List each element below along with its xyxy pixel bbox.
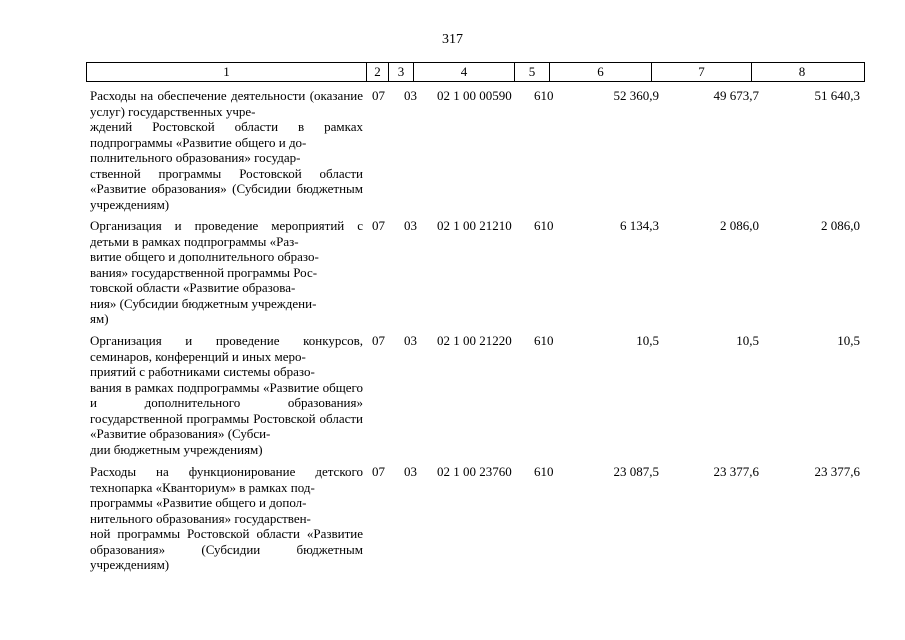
row-description: Организация и проведение конкурсов, семинаров, конференций и иных меро- приятий с работниками системы образо- вания в рамках подпрограммы «Развитие общего и дополнительного образования» государственной программы Ростовской области «Развитие образования» (Субси- дии бюджетным учреждениям) — [90, 333, 363, 457]
row-subsection-code: 03 — [404, 333, 417, 348]
row-subsection-code: 03 — [404, 464, 417, 479]
table-header-row — [86, 62, 865, 82]
column-header-6: 6 — [550, 63, 652, 81]
row-expense-type: 610 — [534, 464, 554, 479]
table-row — [86, 88, 865, 212]
row-section-code: 07 — [372, 88, 385, 103]
row-amount-col7: 2 086,0 — [720, 218, 759, 233]
row-target-code: 02 1 00 00590 — [437, 88, 512, 103]
row-description: Расходы на функционирование детского технопарка «Кванториум» в рамках под- программы «Развитие общего и допол- нительного образования» государствен- ной программы Ростовской области «Развитие образования» (Субсидии бюджетным учреждениям) — [90, 464, 363, 572]
row-amount-col8: 10,5 — [837, 333, 860, 348]
table-row — [86, 464, 865, 572]
row-section-code: 07 — [372, 218, 385, 233]
column-header-7: 7 — [652, 63, 752, 81]
row-description: Расходы на обеспечение деятельности (оказание услуг) государственных учре- ждений Ростовской области в рамках подпрограммы «Развитие общего и до- полнительного образования» государ- ственной программы Ростовской области «Развитие образования» (Субсидии бюджетным учреждениям) — [90, 88, 363, 212]
row-amount-col8: 51 640,3 — [814, 88, 860, 103]
row-amount-col7: 49 673,7 — [713, 88, 759, 103]
row-section-code: 07 — [372, 333, 385, 348]
row-expense-type: 610 — [534, 88, 554, 103]
row-amount-col8: 2 086,0 — [821, 218, 860, 233]
row-amount-col7: 10,5 — [736, 333, 759, 348]
table-row — [86, 218, 865, 326]
column-header-8: 8 — [798, 64, 806, 79]
column-header-2: 2 — [367, 63, 389, 81]
row-target-code: 02 1 00 21220 — [437, 333, 512, 348]
column-header-3: 3 — [389, 63, 414, 81]
row-target-code: 02 1 00 23760 — [437, 464, 512, 479]
page-number: 317 — [442, 32, 463, 47]
row-amount-col6: 23 087,5 — [613, 464, 659, 479]
row-subsection-code: 03 — [404, 88, 417, 103]
table-row — [86, 333, 865, 457]
column-header-5: 5 — [515, 63, 550, 81]
row-description: Организация и проведение мероприятий с детьми в рамках подпрограммы «Раз- витие общего и дополнительного образо- вания» государственной программы Рос- товской области «Развитие образова- ния» (Субсидии бюджетным учреждени- ям) — [90, 218, 363, 326]
column-header-4: 4 — [414, 63, 515, 81]
row-amount-col7: 23 377,6 — [713, 464, 759, 479]
row-section-code: 07 — [372, 464, 385, 479]
row-amount-col6: 6 134,3 — [620, 218, 659, 233]
row-amount-col6: 52 360,9 — [613, 88, 659, 103]
row-expense-type: 610 — [534, 218, 554, 233]
row-target-code: 02 1 00 21210 — [437, 218, 512, 233]
row-expense-type: 610 — [534, 333, 554, 348]
row-amount-col6: 10,5 — [636, 333, 659, 348]
row-amount-col8: 23 377,6 — [814, 464, 860, 479]
column-header-1: 1 — [87, 63, 367, 81]
row-subsection-code: 03 — [404, 218, 417, 233]
